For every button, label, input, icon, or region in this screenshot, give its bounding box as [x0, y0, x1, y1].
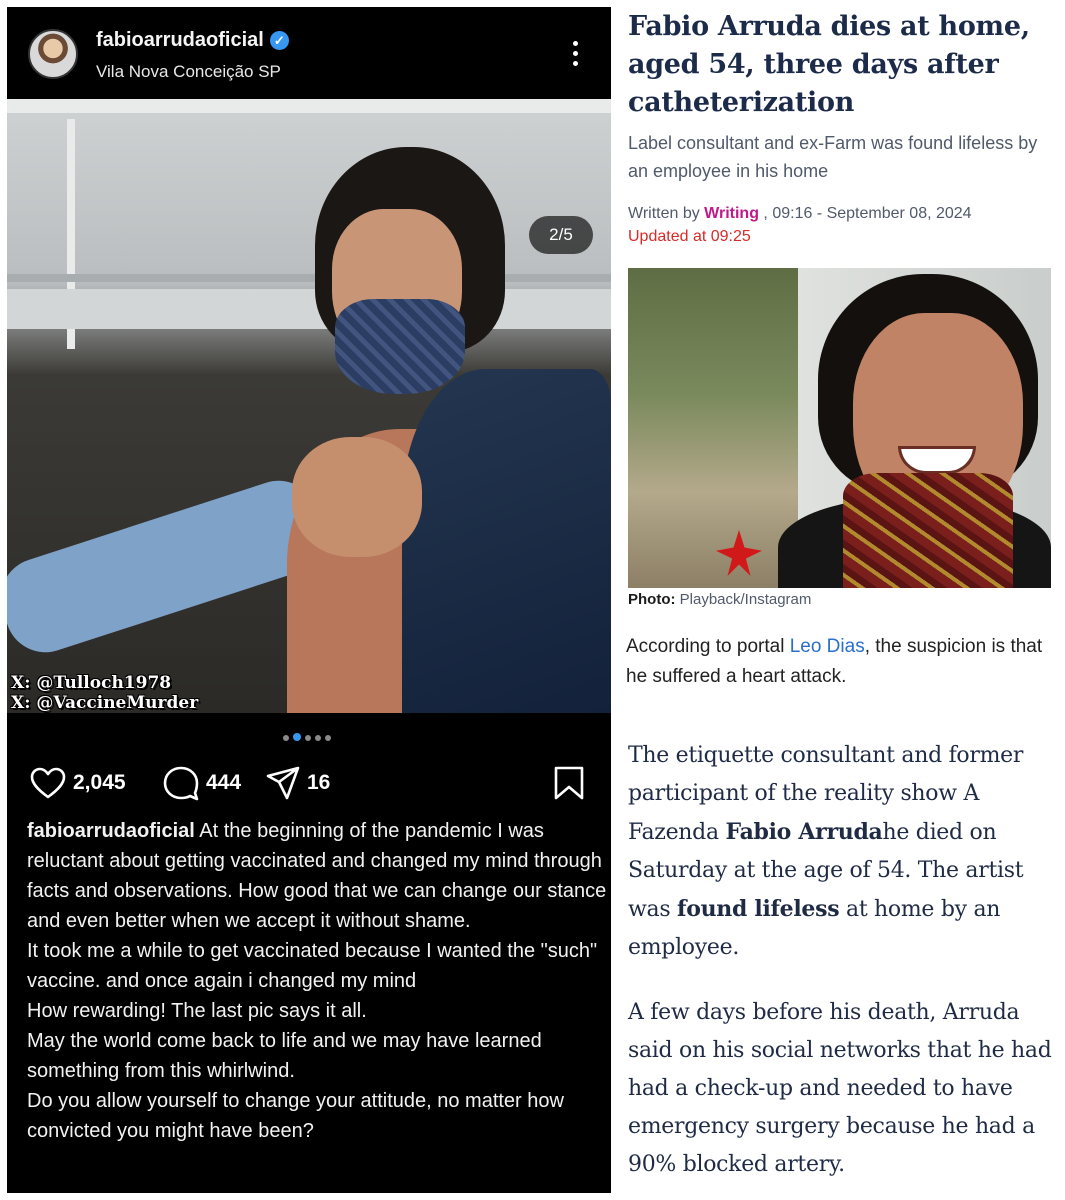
heart-icon — [29, 766, 67, 800]
post-caption — [27, 816, 607, 1146]
avatar[interactable] — [28, 29, 78, 79]
share-button[interactable] — [265, 761, 330, 805]
article-paragraph-3: A few days before his death, Arruda said on his social networks that he had had a check-up and needed to have emergency surgery because he had a 90% blocked artery. — [628, 1000, 1052, 1177]
post-header — [7, 7, 611, 99]
article-photo[interactable] — [628, 268, 1051, 588]
like-count: 2,045 — [73, 771, 126, 794]
instagram-post — [7, 7, 611, 1193]
comment-icon — [162, 765, 200, 801]
caption-line: How rewarding! The last pic says it all. — [27, 1000, 367, 1022]
post-actions — [7, 761, 611, 805]
caption-line: May the world come back to life and we may have learned something from this whirlwind. — [27, 1030, 542, 1082]
carousel-dot[interactable] — [315, 735, 321, 741]
article-headline: Fabio Arruda dies at home, aged 54, three days after catheterization — [628, 11, 1030, 118]
carousel-dot[interactable] — [325, 735, 331, 741]
photo-counter: 2/5 — [529, 216, 593, 254]
more-vertical-icon[interactable] — [567, 41, 583, 71]
article-byline: Written by Writing , 09:16 - September 08, 2024 — [628, 205, 972, 222]
comment-count: 444 — [206, 771, 242, 794]
caption-line: Do you allow yourself to change your attitude, no matter how convicted you might have been? — [27, 1090, 564, 1142]
caption-text: At the beginning of the pandemic I was reluctant about getting vaccinated and changed my mind through facts and observations. How good that we can change our stance and even better when we accept it without shame. — [27, 820, 607, 932]
post-username[interactable]: fabioarrudaoficial ✓ — [96, 29, 289, 52]
byline-author-link[interactable]: Writing — [704, 205, 759, 222]
article-paragraph-2: The etiquette consultant and former participant of the reality show A Fazenda Fabio Arrudahe died on Saturday at the age of 54. The artist was found lifeless at home by an employee. — [628, 743, 1024, 960]
share-icon — [265, 765, 301, 801]
caption-paragraph — [27, 816, 607, 936]
carousel-dot[interactable] — [283, 735, 289, 741]
face-mask — [335, 299, 465, 394]
share-count: 16 — [307, 771, 331, 794]
article-subhead: Label consultant and ex-Farm was found lifeless by an employee in his home — [628, 133, 1038, 181]
comment-button[interactable] — [162, 761, 241, 805]
watermark — [11, 673, 198, 713]
news-article — [612, 0, 1065, 1200]
watermark-line-1: X: @Tulloch1978 — [11, 673, 172, 693]
post-location[interactable]: Vila Nova Conceição SP — [96, 62, 281, 81]
leo-dias-link[interactable]: Leo Dias — [789, 636, 865, 657]
photo-credit: Photo: Playback/Instagram — [628, 591, 812, 608]
caption-username[interactable]: fabioarrudaoficial — [27, 820, 195, 842]
verified-badge-icon: ✓ — [270, 31, 289, 50]
carousel-dot[interactable] — [305, 735, 311, 741]
caption-line: It took me a while to get vaccinated because I wanted the "such" vaccine. and once again i changed my mind — [27, 940, 598, 992]
article-updated: Updated at 09:25 — [628, 228, 751, 245]
like-button[interactable] — [29, 761, 126, 805]
carousel-dots — [283, 728, 335, 738]
bookmark-icon[interactable] — [553, 765, 585, 801]
article-paragraph-1: According to portal Leo Dias, the suspicion is that he suffered a heart attack. — [626, 636, 1043, 687]
carousel-dot-active[interactable] — [293, 733, 301, 741]
watermark-line-2: X: @VaccineMurder — [11, 693, 199, 713]
post-photo[interactable] — [7, 99, 611, 713]
